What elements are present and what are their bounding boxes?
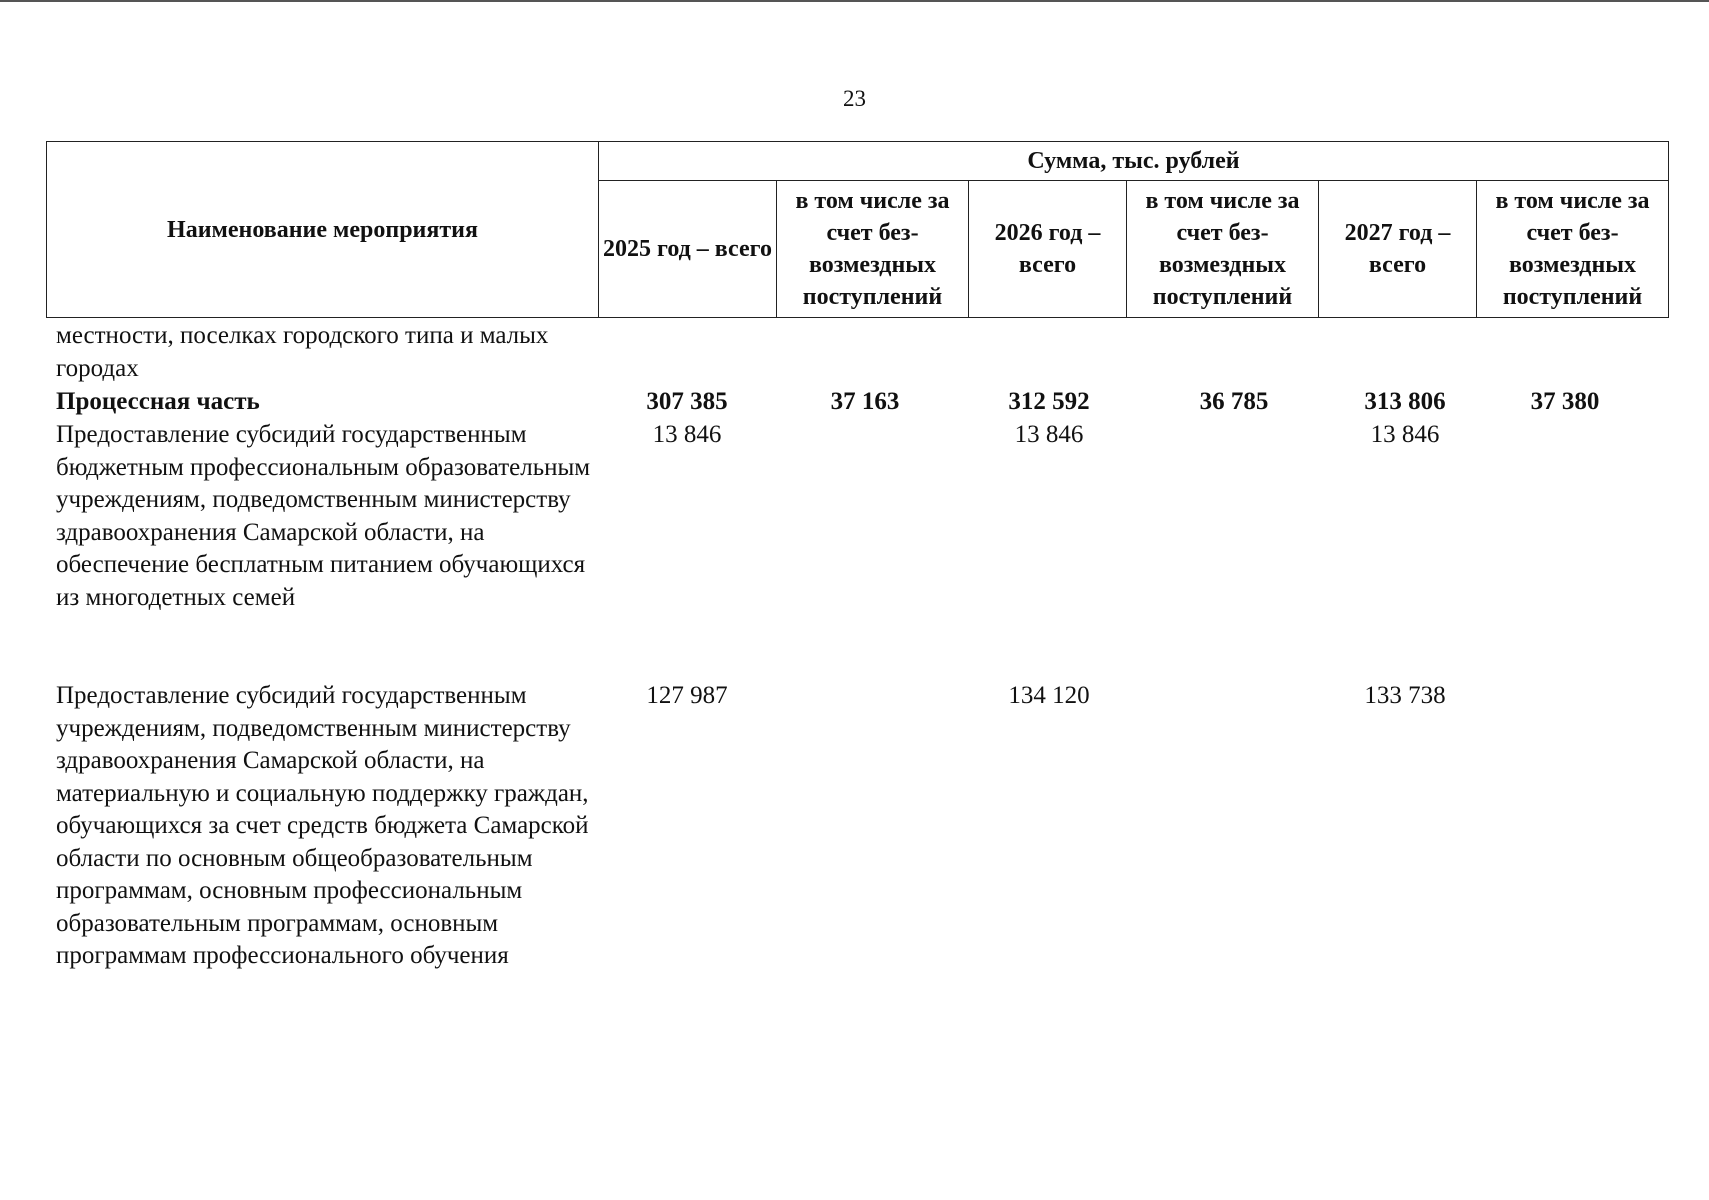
column-header-2026-gratuitous: в том числе за счет без-возмездных поступлений bbox=[1127, 181, 1319, 318]
value-2027-total: 13 846 bbox=[1370, 421, 1440, 448]
row-name: Предоставление субсидий государственным бюджетным профессиональным образовательным учреждениям, подведомственным министерству здравоохранения Самарской области, на обеспечение бесплатным питанием обучающихся из многодетных семей bbox=[56, 421, 591, 611]
name-column-header: Наименование мероприятия bbox=[47, 142, 599, 318]
row-name: Процессная часть bbox=[56, 388, 260, 415]
value-2026-total: 134 120 bbox=[1008, 682, 1090, 709]
value-2027-total: 313 806 bbox=[1364, 388, 1446, 415]
value-2025-total: 127 987 bbox=[646, 682, 728, 709]
value-2025-total: 13 846 bbox=[652, 421, 722, 448]
value-2026-total: 312 592 bbox=[1008, 388, 1090, 415]
page-edge-line bbox=[0, 0, 1709, 2]
sum-header: Сумма, тыс. рублей bbox=[599, 142, 1669, 181]
value-2027-gratuitous: 37 380 bbox=[1530, 388, 1600, 415]
page-number: 23 bbox=[843, 86, 866, 111]
value-2025-total: 307 385 bbox=[646, 388, 728, 415]
row-name: местности, поселках городского типа и малых городах bbox=[56, 322, 549, 382]
column-header-2025-total: 2025 год – всего bbox=[599, 181, 777, 318]
row-name: Предоставление субсидий государственным учреждениям, подведомственным министерству здравоохранения Самарской области, на материальную и социальную поддержку граждан, обучающихся за счет средств бюджета Самарской области по основным общеобразовательным программам, основным профессиональным образовательным программам, основным программам профессионального обучения bbox=[56, 682, 589, 969]
column-header-2027-total: 2027 год – всего bbox=[1319, 181, 1477, 318]
table-row bbox=[56, 386, 1668, 419]
table-row bbox=[56, 680, 1668, 1040]
value-2027-total: 133 738 bbox=[1364, 682, 1446, 709]
value-2025-gratuitous: 37 163 bbox=[830, 388, 900, 415]
value-2026-total: 13 846 bbox=[1014, 421, 1084, 448]
table-row bbox=[56, 320, 1668, 386]
table-header bbox=[46, 141, 1669, 318]
value-2026-gratuitous: 36 785 bbox=[1199, 388, 1269, 415]
table-row bbox=[56, 419, 1668, 679]
column-header-2026-total: 2026 год – всего bbox=[969, 181, 1127, 318]
column-header-2025-gratuitous: в том числе за счет без-возмездных поступлений bbox=[777, 181, 969, 318]
column-header-2027-gratuitous: в том числе за счет без-возмездных поступлений bbox=[1477, 181, 1669, 318]
